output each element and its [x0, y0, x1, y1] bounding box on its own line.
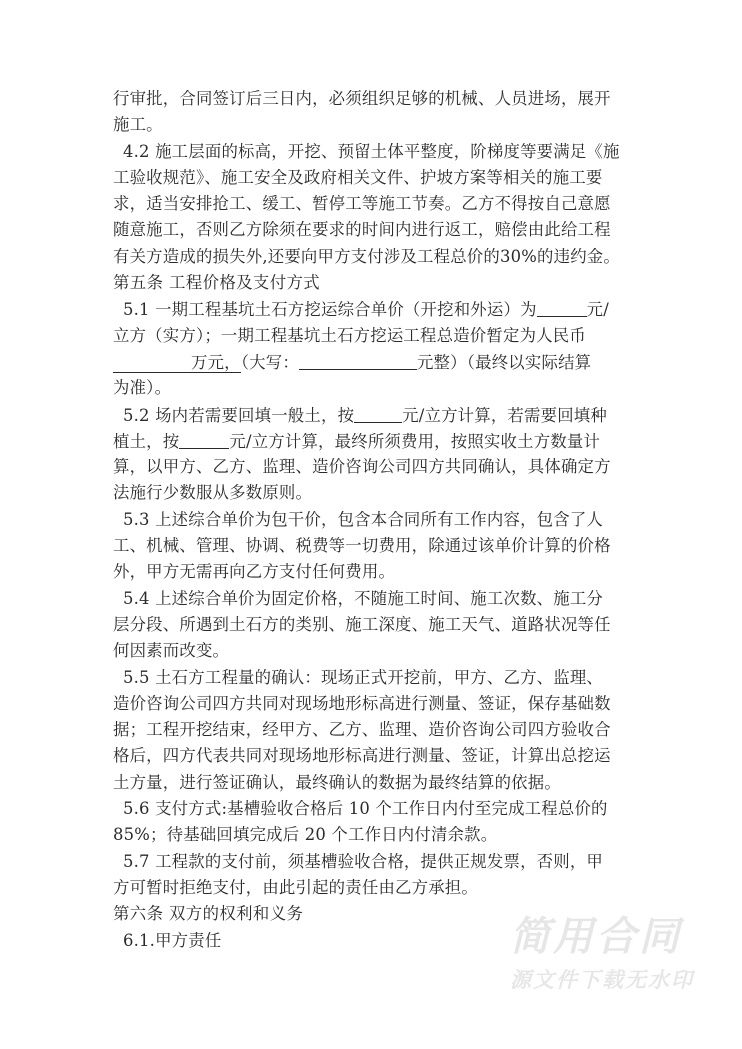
line-text: 5.6 支付方式:基槽验收合格后 10 个工作日内付至完成工程总价的: [123, 799, 608, 819]
paragraph-line: [113, 86, 633, 112]
paragraph-line: [113, 559, 633, 585]
line-text: 万元，: [191, 352, 241, 372]
unit-price-blank[interactable]: [537, 298, 587, 317]
line-text: 据；工程开挖结束，经甲方、乙方、监理、造价咨询公司四方验收合: [113, 720, 611, 740]
paragraph-line: [113, 717, 633, 743]
paragraph-line: [113, 428, 633, 454]
line-text: 为准）。: [113, 378, 172, 398]
line-text: 方可暂时拒绝支付，由此引起的责任由乙方承担。: [113, 877, 478, 897]
paragraph-line: [113, 691, 633, 717]
line-text: 施工。: [113, 115, 163, 135]
paragraph-line: [113, 743, 633, 769]
heading-text: 第六条 双方的权利和义务: [113, 904, 304, 924]
backfill-soil-price-blank[interactable]: [354, 404, 402, 423]
line-text: 随意施工，否则乙方除须在要求的时间内进行返工，赔偿由此给工程: [113, 220, 611, 240]
line-text: 格后，四方代表共同对现场地形标高进行测量、签证，计算出总挖运: [113, 746, 611, 766]
clause-5-2: [113, 402, 633, 428]
paragraph-line: [113, 375, 633, 401]
line-text: 算，以甲方、乙方、监理、造价咨询公司四方共同确认，具体确定方: [113, 457, 611, 477]
line-text: 5.7 工程款的支付前，须基槽验收合格，提供正规发票，否则，甲: [123, 851, 604, 871]
clause-5-3: [113, 507, 633, 533]
line-text: 法施行少数服从多数原则。: [113, 483, 313, 503]
line-text: （大写：: [240, 352, 299, 372]
line-text: 5.4 上述综合单价为固定价格，不随施工时间、施工次数、施工分: [123, 588, 604, 608]
line-text: 5.3 上述综合单价为包干价，包含本合同所有工作内容，包含了人: [123, 509, 604, 529]
clause-5-7: [113, 849, 633, 875]
line-text: 行审批，合同签订后三日内，必须组织足够的机械、人员进场，展开: [113, 89, 611, 108]
total-price-in-words-blank[interactable]: [299, 351, 417, 370]
clause-5-1: [113, 296, 633, 322]
line-text: 5.5 土石方工程量的确认：现场正式开挖前，甲方、乙方、监理、: [123, 667, 604, 687]
planting-soil-price-blank[interactable]: [179, 430, 229, 449]
watermark-title: 简用合同: [510, 914, 682, 960]
line-text: 5.2 场内若需要回填一般土，按: [123, 405, 355, 425]
line-text: 元整）（最终以实际结算: [416, 352, 592, 372]
line-text: 土方量，进行签证确认，最终确认的数据为最终结算的依据。: [113, 772, 561, 792]
paragraph-line: [113, 480, 633, 506]
paragraph-line: [113, 533, 633, 559]
paragraph-line: [113, 875, 633, 901]
paragraph-line: [113, 217, 633, 243]
line-text: 元/立方计算，若需要回填种: [402, 405, 607, 425]
line-text: 层分段、所遇到土石方的类别、施工深度、施工天气、道路状况等任: [113, 614, 611, 634]
paragraph-line: [113, 112, 633, 138]
line-text: 元/: [586, 300, 609, 320]
line-text: 有关方造成的损失外,还要向甲方支付涉及工程总价的30%的违约金。: [113, 246, 620, 266]
line-text: 元/立方计算，最终所须费用，按照实收土方数量计: [229, 431, 601, 451]
line-text: 85%；待基础回填完成后 20 个工作日内付清余款。: [113, 825, 498, 845]
watermark: [510, 915, 710, 995]
paragraph-line: [113, 349, 633, 375]
paragraph-line: [113, 244, 633, 270]
line-text: 工验收规范》、施工安全及政府相关文件、护坡方案等相关的施工要: [113, 167, 603, 187]
paragraph-line: [113, 165, 633, 191]
line-text: 6.1.甲方责任: [123, 930, 222, 950]
line-text: 4.2 施工层面的标高，开挖、预留土体平整度，阶梯度等要满足《施: [123, 141, 620, 161]
paragraph-line: [113, 323, 633, 349]
clause-5-6: [113, 796, 633, 822]
line-text: 造价咨询公司四方共同对现场地形标高进行测量、签证，保存基础数: [113, 693, 611, 713]
paragraph-line: [113, 191, 633, 217]
paragraph-line: [113, 612, 633, 638]
watermark-subtitle: 源文件下载无水印: [510, 968, 694, 992]
paragraph-line: [113, 638, 633, 664]
clause-5-4: [113, 586, 633, 612]
paragraph-line: [113, 822, 633, 848]
heading-text: 第五条 工程价格及支付方式: [113, 273, 321, 293]
line-text: 立方（实方）；一期工程基坑土石方挖运工程总造价暂定为人民币: [113, 325, 586, 345]
line-text: 求，适当安排抢工、缓工、暂停工等施工节奏。乙方不得按自己意愿: [113, 194, 611, 214]
line-text: 外，甲方无需再向乙方支付任何费用。: [113, 562, 396, 582]
paragraph-line: [113, 770, 633, 796]
document-body: [113, 86, 633, 954]
section-heading-5: [113, 270, 633, 296]
clause-4-2: [113, 139, 633, 165]
line-text: 5.1 一期工程基坑土石方挖运综合单价（开挖和外运）为: [123, 300, 537, 320]
paragraph-line: [113, 454, 633, 480]
line-text: 植土，按: [113, 431, 180, 451]
line-text: 工、机械、管理、协调、税费等一切费用，除通过该单价计算的价格: [113, 536, 611, 556]
clause-5-5: [113, 665, 633, 691]
line-text: 何因素而改变。: [113, 641, 230, 661]
